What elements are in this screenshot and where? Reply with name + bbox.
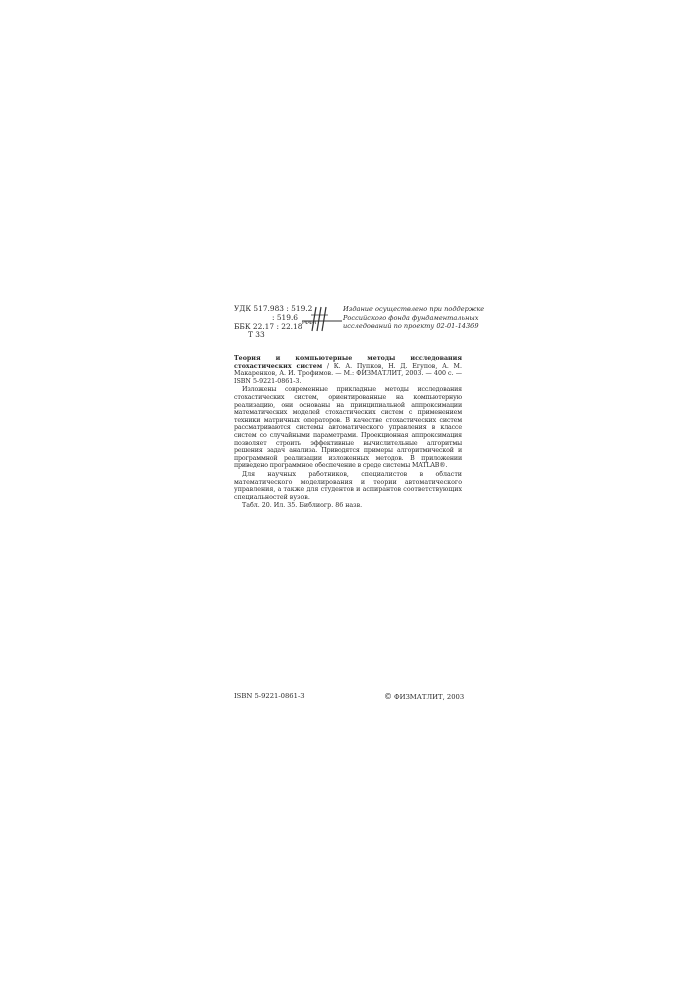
audience-paragraph: Для научных работников, специалистов в области математического моделирования и теории автоматического управления, а также для студентов и аспирантов соответствующих специальностей вузов. xyxy=(234,470,462,501)
annotation-paragraph: Изложены современные прикладные методы исследования стохастических систем, ориентированные на компьютерную реализацию, они основаны на принципиальной аппроксимации математических моделей стохастических систем с применением техники матричных операторов. В качестве стохастических систем рассматриваются системы автоматического управления в классе систем со случайными параметрами. Проекционная аппроксимация позволяет строить эффективные вычислительные алгоритмы решения задач анализа. Приводятся примеры алгоритмической и программной реализации изложенных методов. В приложении приведено программное обеспечение в среде системы MATLAB®. xyxy=(234,386,462,470)
bibliographic-record xyxy=(234,355,462,385)
rffi-logo-icon xyxy=(300,303,344,333)
funding-line-2: Российского фонда фундаментальных xyxy=(343,313,479,322)
copyright-footer xyxy=(384,692,464,701)
bibliographic-details: / К. А. Пупков, Н. Д. Егупов, А. М. Макаренков, А. И. Трофимов. — М.: ФИЗМАТЛИТ, 2003. — 400 с. — ISBN 5-9221-0861-3. xyxy=(234,362,462,385)
rffi-logo-text: РФФИ xyxy=(302,321,317,326)
funding-note xyxy=(343,305,483,331)
copyright-icon: © xyxy=(384,692,392,701)
book-title: Теория и компьютерные методы исследования стохастических систем xyxy=(234,355,462,370)
bbk-line: ББК 22.17 : 22.18 xyxy=(234,321,303,331)
udk-line-continued: : 519.6 xyxy=(272,312,298,322)
bibliographic-abstract xyxy=(234,355,462,511)
udk-line: УДК 517.983 : 519.2 xyxy=(234,304,313,313)
isbn-footer: ISBN 5-9221-0861-3 xyxy=(234,692,305,700)
author-mark: Т 33 xyxy=(248,330,265,340)
funding-line-1: Издание осуществлено при поддержке xyxy=(343,305,485,313)
statistics-paragraph: Табл. 20. Ил. 35. Библиогр. 86 назв. xyxy=(242,502,363,510)
funding-line-3: исследований по проекту 02-01-14369 xyxy=(343,322,479,331)
copyright-text: ФИЗМАТЛИТ, 2003 xyxy=(394,693,465,701)
